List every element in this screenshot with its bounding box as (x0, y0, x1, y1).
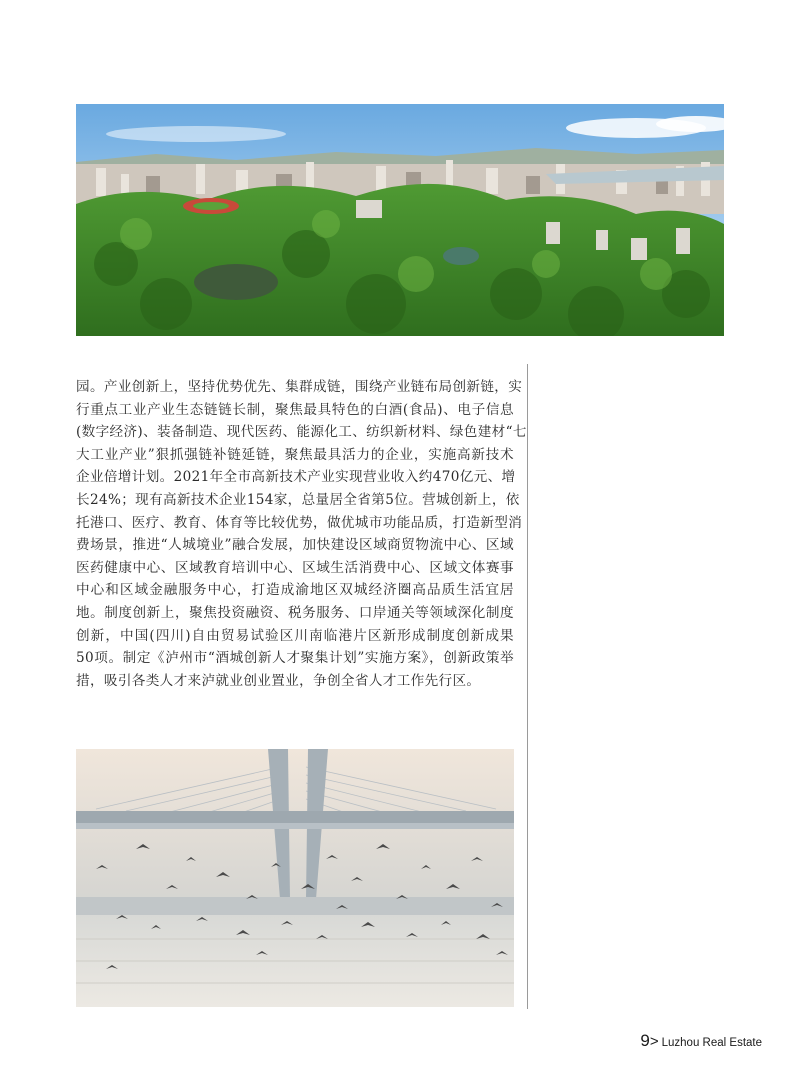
city-panorama-photo (76, 104, 724, 336)
page-footer (640, 1031, 762, 1051)
text-line: 大工业产业”狠抓强链补链延链，聚焦最具活力的企业，实施高新技术 (76, 446, 514, 463)
text-line: 费场景，推进“人城境业”融合发展，加快建设区域商贸物流中心、区域 (76, 537, 514, 554)
article-body (76, 376, 527, 692)
column-divider (527, 364, 528, 1009)
text-line: 创新，中国(四川)自由贸易试验区川南临港片区新形成制度创新成果 (76, 627, 514, 644)
bridge-birds-photo (76, 749, 514, 1007)
bridge-birds-illustration (76, 749, 514, 1007)
text-line: 托港口、医疗、教育、体育等比较优势，做优城市功能品质，打造新型消 (76, 514, 523, 531)
chevron-right-icon: > (649, 1033, 659, 1050)
text-line: 地。制度创新上，聚焦投资融资、税务服务、口岸通关等领域深化制度 (76, 604, 514, 621)
city-panorama-illustration (76, 104, 724, 336)
text-line: 50项。制定《泸州市“酒城创新人才聚集计划”实施方案》，创新政策举 (76, 650, 514, 667)
text-line: 园。产业创新上，坚持优势优先、集群成链，围绕产业链布局创新链，实 (76, 379, 523, 395)
text-line: 长24%；现有高新技术企业154家，总量居全省第5位。营城创新上，依 (76, 491, 520, 508)
text-line: (数字经济)、装备制造、现代医药、能源化工、纺织新材料、绿色建材“七 (76, 424, 527, 441)
page-number: 9 (640, 1031, 650, 1050)
publication-name: Luzhou Real Estate (661, 1037, 762, 1049)
text-line: 企业倍增计划。2021年全市高新技术产业实现营业收入约470亿元、增 (76, 469, 516, 486)
text-line: 行重点工业产业生态链链长制，聚焦最具特色的白酒(食品)、电子信息 (76, 401, 514, 418)
text-line: 中心和区域金融服务中心，打造成渝地区双城经济圈高品质生活宜居 (76, 582, 514, 599)
text-line: 措，吸引各类人才来泸就业创业置业，争创全省人才工作先行区。 (76, 672, 481, 689)
text-line: 医药健康中心、区域教育培训中心、区域生活消费中心、区域文体赛事 (76, 559, 514, 576)
